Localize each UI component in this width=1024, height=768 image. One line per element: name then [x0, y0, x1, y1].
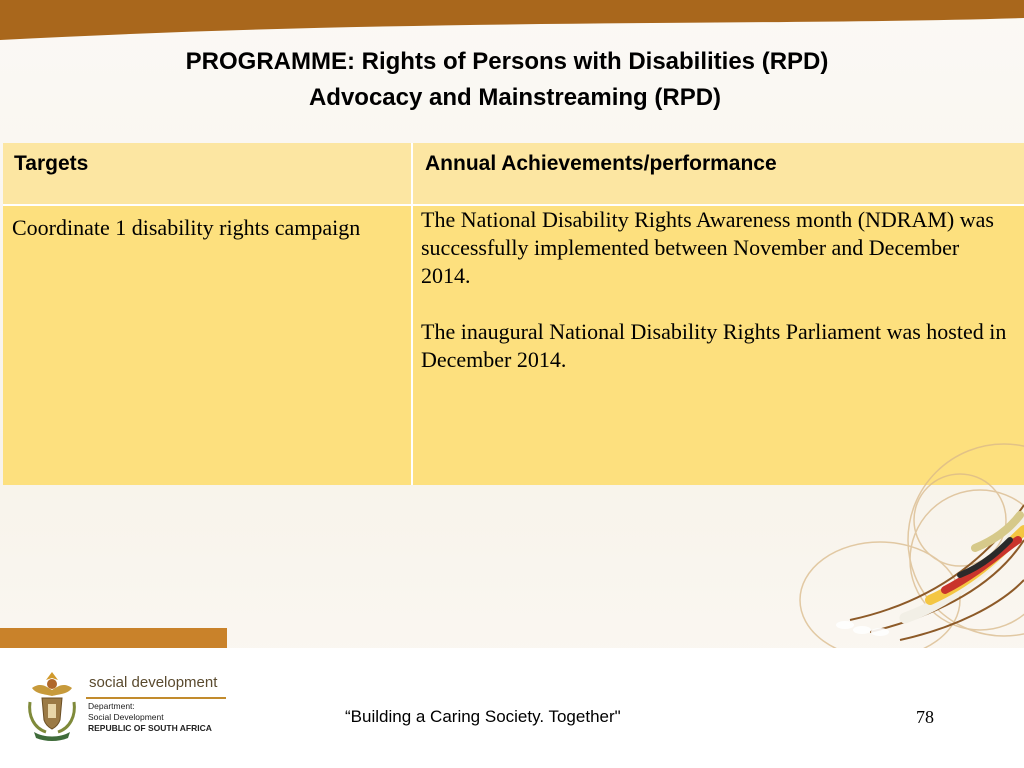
- achievement-cell: [412, 205, 1024, 485]
- title-line-2: Advocacy and Mainstreaming (RPD): [308, 84, 722, 111]
- target-cell: Coordinate 1 disability rights campaign: [3, 205, 412, 485]
- coat-of-arms-icon: [24, 668, 80, 742]
- dept-line-2: Social Development: [88, 712, 164, 722]
- top-decorative-band: [0, 0, 1024, 40]
- department-text: [88, 701, 212, 734]
- achievement-paragraph-1: The National Disability Rights Awareness month (NDRAM) was successfully implemented between November and December 2014.: [421, 207, 994, 288]
- page-number: 78: [916, 707, 934, 727]
- footer-slogan: “Building a Caring Society. Together": [345, 707, 621, 726]
- department-logo: [24, 668, 234, 744]
- dept-line-1: Department:: [88, 701, 135, 711]
- table-header-row: [3, 143, 1024, 205]
- achievement-paragraph-2: The inaugural National Disability Rights Parliament was hosted in December 2014.: [421, 319, 1007, 372]
- slide-title: [0, 44, 1024, 116]
- dept-line-3: REPUBLIC OF SOUTH AFRICA: [88, 723, 212, 733]
- brand-name: social development: [89, 674, 218, 691]
- targets-table: [3, 143, 1024, 485]
- header-annual-achievements: Annual Achievements/performance: [412, 143, 1024, 205]
- title-line-1: PROGRAMME: Rights of Persons with Disabilities (RPD): [185, 48, 829, 75]
- header-targets: Targets: [3, 143, 412, 205]
- brand-divider: [86, 697, 226, 699]
- table-row: [3, 205, 1024, 485]
